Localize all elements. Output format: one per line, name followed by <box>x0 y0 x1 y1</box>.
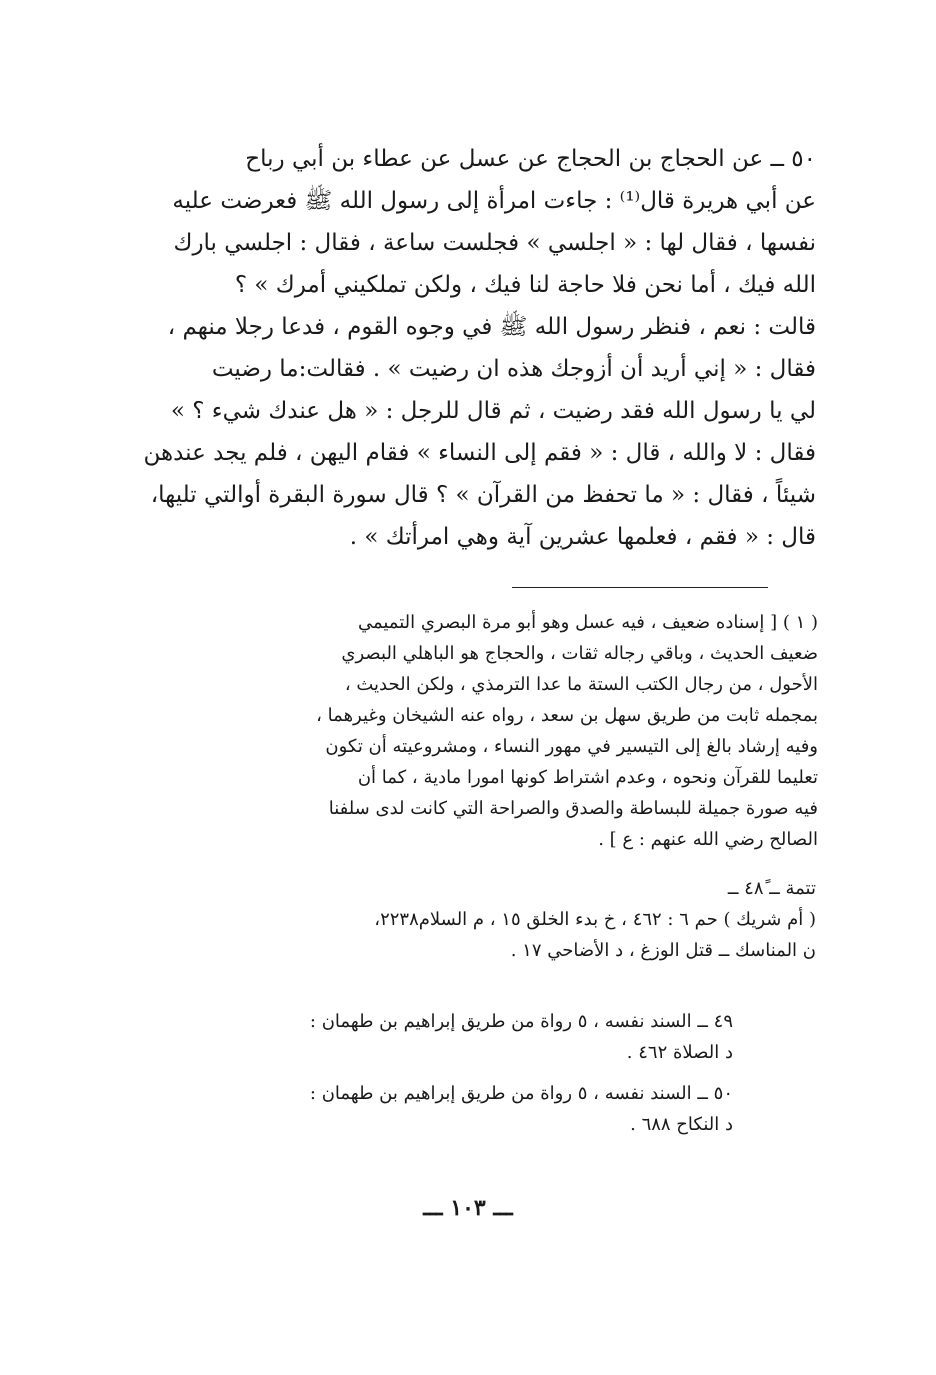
hadith-line: عن أبي هريرة قال⁽¹⁾ : جاءت امرأة إلى رسول الله ﷺ فعرضت عليه <box>172 188 816 214</box>
footnote <box>130 607 818 855</box>
footnote-line: وفيه إرشاد بالغ إلى التيسير في مهور النساء ، ومشروعيته أن تكون <box>325 736 818 757</box>
footnote-separator <box>512 587 768 588</box>
hadith-line: ٥٠ً ــ عن الحجاج بن الحجاج عن عسل عن عطاء بن أبي رباح <box>245 146 816 172</box>
hadith-line: قالت : نعم ، فنظر رسول الله ﷺ في وجوه القوم ، فدعا رجلا منهم ، <box>167 314 816 340</box>
hadith-line: شيئاً ، فقال : « ما تحفظ من القرآن » ؟ قال سورة البقرة أوالتي تليها، <box>150 482 816 508</box>
footnote-line: الصالح رضي الله عنهم : ع ] . <box>598 829 818 850</box>
hadith-line: فقال : لا والله ، قال : « فقم إلى النساء » فقام اليهن ، فلم يجد عندهن <box>143 440 816 466</box>
tatimma-reference <box>130 873 816 966</box>
hadith-line: نفسها ، فقال لها : « اجلسي » فجلست ساعة ، فقال : اجلسي بارك <box>173 230 816 256</box>
tatimma-line: ( أم شريك ) حم ٦ : ٤٦٢ ، خ بدء الخلق ١٥ ، م السلام٢٢٣٨، <box>374 909 816 930</box>
reference-line: ٤٩ً ــ السند نفسه ، ٥ رواة من طريق إبراهيم بن طهمان : <box>309 1011 733 1032</box>
tatimma-line: ن المناسك ــ قتل الوزغ ، د الأضاحي ١٧ . <box>510 940 816 961</box>
tatimma-line: تتمة ــ ٤٨ً ــ <box>727 878 816 899</box>
reference-line: د الصلاة ٤٦٢ . <box>626 1042 733 1063</box>
footnote-line: بمجمله ثابت من طريق سهل بن سعد ، رواه عنه الشيخان وغيرهما ، <box>316 705 818 726</box>
reference-line: د النكاح ٦٨٨ . <box>630 1114 733 1135</box>
footnote-line: فيه صورة جميلة للبساطة والصدق والصراحة التي كانت لدى سلفنا <box>328 798 818 819</box>
hadith-line: قال : « فقم ، فعلمها عشرين آية وهي امرأتك » . <box>349 524 816 550</box>
reference-50 <box>180 1078 733 1140</box>
reference-line: ٥٠ً ــ السند نفسه ، ٥ رواة من طريق إبراهيم بن طهمان : <box>309 1083 733 1104</box>
hadith-text <box>128 138 816 558</box>
page-number: ـــ ١٠٣ ـــ <box>423 1195 513 1221</box>
hadith-line: لي يا رسول الله فقد رضيت ، ثم قال للرجل : « هل عندك شيء ؟ » <box>170 398 816 424</box>
footnote-line: الأحول ، من رجال الكتب الستة ما عدا الترمذي ، ولكن الحديث ، <box>344 674 818 695</box>
reference-49 <box>180 1006 733 1068</box>
footnote-line: ضعيف الحديث ، وباقي رجاله ثقات ، والحجاج هو الباهلي البصري <box>341 643 818 664</box>
footnote-line: ( ١ ) [ إسناده ضعيف ، فيه عسل وهو أبو مرة البصري التميمي <box>357 612 818 633</box>
hadith-line: فقال : « إني أريد أن أزوجك هذه ان رضيت » . فقالت:ما رضيت <box>211 356 816 382</box>
footnote-line: تعليما للقرآن ونحوه ، وعدم اشتراط كونها امورا مادية ، كما أن <box>357 767 818 788</box>
hadith-line: الله فيك ، أما نحن فلا حاجة لنا فيك ، ولكن تملكيني أمرك » ؟ <box>234 272 816 298</box>
